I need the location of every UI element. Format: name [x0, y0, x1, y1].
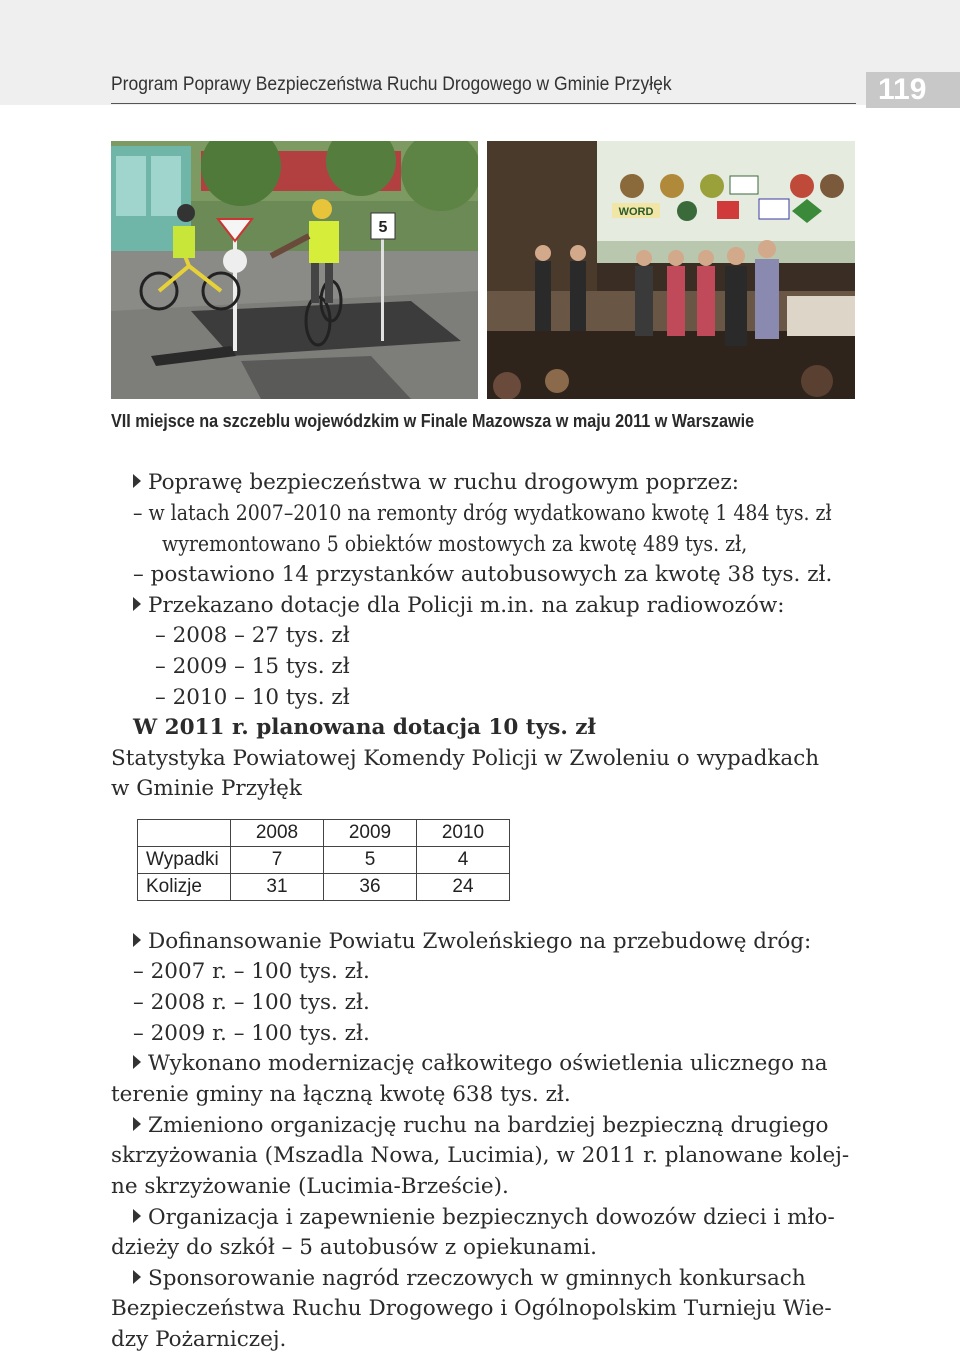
list-item: – postawiono 14 przystanków autobusowych za kwotę 38 tys. zł.	[133, 562, 833, 587]
table-cell: 31	[231, 874, 324, 901]
table-cell: Wypadki	[138, 847, 231, 874]
bullet-icon	[133, 933, 141, 947]
paragraph-line: skrzyżowania (Mszadla Nowa, Lucimia), w 2011 r. planowane kolej-	[111, 1143, 850, 1168]
bullet-icon	[133, 1209, 141, 1223]
list-item: – 2009 – 15 tys. zł	[155, 654, 350, 679]
table-row	[138, 874, 510, 901]
list-item: – 2008 r. – 100 tys. zł.	[133, 990, 370, 1015]
table-cell: 7	[231, 847, 324, 874]
paragraph-line: dzy Pożarniczej.	[111, 1327, 287, 1352]
table-cell: Kolizje	[138, 874, 231, 901]
list-item: wyremontowano 5 obiektów mostowych za kwotę 489 tys. zł,	[162, 532, 748, 557]
bullet-item: Sponsorowanie nagród rzeczowych w gminnych konkursach	[133, 1266, 806, 1292]
list-item: – w latach 2007–2010 na remonty dróg wydatkowano kwotę 1 484 tys. zł	[133, 501, 832, 526]
bullet-icon	[133, 474, 141, 488]
cyclist-photo	[111, 141, 478, 399]
table-header-cell: 2009	[324, 820, 417, 847]
header-rule	[111, 103, 856, 104]
list-item: – 2009 r. – 100 tys. zł.	[133, 1021, 370, 1046]
bullet-icon	[133, 1117, 141, 1131]
table-header-cell	[138, 820, 231, 847]
list-item: – 2010 – 10 tys. zł	[155, 685, 350, 710]
table-row	[138, 847, 510, 874]
bullet-icon	[133, 597, 141, 611]
page-number: 119	[866, 72, 960, 108]
table-cell: 24	[417, 874, 510, 901]
bullet-item: Poprawę bezpieczeństwa w ruchu drogowym poprzez:	[133, 470, 739, 496]
planned-grant: W 2011 r. planowana dotacja 10 tys. zł	[133, 715, 596, 740]
bullet-item: Wykonano modernizację całkowitego oświetlenia ulicznego na	[133, 1051, 828, 1077]
paragraph-line: ne skrzyżowanie (Lucimia-Brzeście).	[111, 1174, 509, 1199]
banner-text: WORD	[618, 206, 654, 218]
bullet-item: Przekazano dotacje dla Policji m.in. na zakup radiowozów:	[133, 593, 785, 619]
bullet-icon	[133, 1270, 141, 1284]
accident-stats-table	[137, 819, 510, 901]
list-item: – 2007 r. – 100 tys. zł.	[133, 959, 370, 984]
bullet-icon	[133, 1055, 141, 1069]
stats-intro: Statystyka Powiatowej Komendy Policji w Zwoleniu o wypadkach	[111, 746, 820, 771]
bullet-item: Zmieniono organizację ruchu na bardziej bezpieczną drugiego	[133, 1113, 828, 1139]
table-header-row	[138, 820, 510, 847]
stats-intro: w Gminie Przyłęk	[111, 776, 302, 801]
bullet-item: Organizacja i zapewnienie bezpiecznych dowozów dzieci i mło-	[133, 1205, 835, 1231]
paragraph-line: terenie gminy na łączną kwotę 638 tys. zł.	[111, 1082, 571, 1107]
bullet-item: Dofinansowanie Powiatu Zwoleńskiego na przebudowę dróg:	[133, 929, 811, 955]
list-item: – 2008 – 27 tys. zł	[155, 623, 350, 648]
paragraph-line: dzieży do szkół – 5 autobusów z opiekunami.	[111, 1235, 597, 1260]
photo-caption: VII miejsce na szczeblu wojewódzkim w Finale Mazowsza w maju 2011 w Warszawie	[111, 411, 755, 431]
table-header-cell: 2010	[417, 820, 510, 847]
table-header-cell: 2008	[231, 820, 324, 847]
paragraph-line: Bezpieczeństwa Ruchu Drogowego i Ogólnopolskim Turnieju Wie-	[111, 1296, 832, 1321]
table-cell: 4	[417, 847, 510, 874]
sign-number: 5	[378, 219, 388, 236]
running-title: Program Poprawy Bezpieczeństwa Ruchu Drogowego w Gminie Przyłęk	[111, 74, 672, 95]
ceremony-photo	[487, 141, 855, 399]
table-cell: 5	[324, 847, 417, 874]
table-cell: 36	[324, 874, 417, 901]
